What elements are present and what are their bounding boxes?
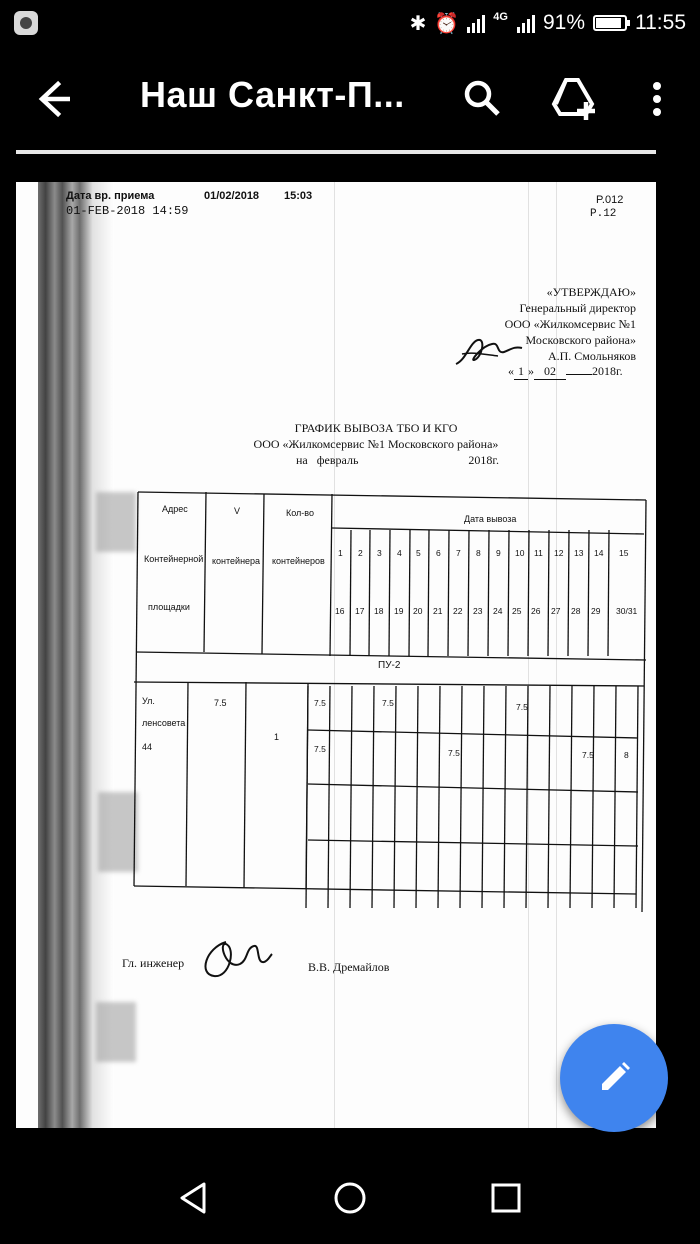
table-rule [642, 500, 646, 912]
fax-received-time: 15:03 [284, 190, 313, 202]
app-bar [0, 46, 700, 152]
approval-line: ООО «Жилкомсервис №1 [504, 317, 636, 331]
day-number: 1 [338, 548, 343, 558]
day-number: 26 [531, 606, 541, 616]
table-rule [592, 686, 594, 908]
day-number: 18 [374, 606, 384, 616]
day-number: 17 [355, 606, 365, 616]
section-label: ПУ-2 [378, 660, 401, 671]
day-number: 30/31 [616, 606, 638, 616]
day-number: 7 [456, 548, 461, 558]
title-line: ГРАФИК ВЫВОЗА ТБО И КГО [294, 421, 458, 435]
table-rule [372, 686, 374, 908]
period-prefix: на [296, 453, 308, 467]
col-count-header: Кол-во [286, 508, 314, 518]
fax-received-label: Дата вр. приема [66, 190, 155, 202]
col-count-header-2: контейнеров [272, 556, 325, 566]
table-rule [136, 652, 646, 660]
table-rule [416, 686, 418, 908]
approval-day: 1 [514, 364, 528, 380]
battery-percent: 91% [542, 11, 585, 34]
bluetooth-icon: ✱ [409, 12, 427, 35]
pickup-value: 7.5 [382, 698, 394, 708]
approval-line: «УТВЕРЖДАЮ» [546, 285, 636, 299]
day-number: 22 [453, 606, 463, 616]
address-line-2: ленсовета [142, 718, 186, 728]
nav-recents-icon[interactable] [488, 1180, 524, 1216]
approval-line: Генеральный директор [519, 301, 636, 315]
table-rule [409, 530, 410, 656]
table-rule [482, 686, 484, 908]
pickup-value: 7.5 [448, 748, 460, 758]
pickup-value: 7.5 [314, 744, 326, 754]
approval-month: 02 [534, 364, 566, 380]
fax-sent-stamp: 01-FEB-2018 14:59 [66, 204, 189, 218]
day-number: 20 [413, 606, 423, 616]
table-rule [548, 686, 550, 908]
day-number: 15 [619, 548, 629, 558]
col-address-header-3: площадки [148, 602, 190, 612]
pickup-value: 8 [624, 750, 629, 760]
day-number: 11 [534, 548, 543, 558]
table-rule [488, 530, 489, 656]
day-number: 23 [473, 606, 483, 616]
approval-line: А.П. Смольняков [547, 349, 636, 363]
table-rule [328, 686, 330, 908]
table-rule [134, 682, 644, 686]
col-address-header: Адрес [162, 504, 188, 514]
table-rule [138, 492, 646, 500]
nav-back-icon[interactable] [176, 1180, 212, 1216]
table-rule [134, 886, 636, 894]
fax-received-date: 01/02/2018 [204, 190, 260, 202]
table-rule [636, 686, 638, 908]
battery-fill [596, 18, 621, 28]
table-rule [204, 492, 206, 652]
notification-app-icon [14, 11, 38, 35]
table-rule [608, 530, 609, 656]
pickup-value: 7.5 [314, 698, 326, 708]
day-number: 19 [394, 606, 404, 616]
period-year: 2018г. [468, 453, 499, 467]
period-month: февраль [316, 453, 359, 467]
table-rule [134, 492, 138, 886]
day-number: 12 [554, 548, 564, 558]
system-nav-bar [0, 1140, 700, 1244]
table-rule [504, 686, 506, 908]
table-rule [308, 784, 638, 792]
table-rule [438, 686, 440, 908]
signal-bars-icon-2 [517, 13, 535, 33]
pickup-value: 7.5 [582, 750, 594, 760]
day-number: 3 [377, 548, 382, 558]
fax-page-code-2: P.12 [590, 208, 617, 220]
table-rule [244, 682, 246, 888]
engineer-name: В.В. Дремайлов [308, 960, 390, 974]
day-number: 14 [594, 548, 604, 558]
app-bar-divider [16, 150, 656, 154]
engineer-position: Гл. инженер [122, 956, 185, 970]
day-number: 29 [591, 606, 601, 616]
drive-add-icon[interactable] [548, 72, 602, 126]
document-title: Наш Санкт-П... [140, 74, 405, 115]
table-rule [614, 686, 616, 908]
alarm-clock-icon: ⏰ [434, 12, 460, 35]
table-rule [548, 530, 549, 656]
fax-page-code: P.012 [596, 194, 624, 206]
table-rule [186, 682, 188, 886]
network-type-label: 4G [493, 11, 508, 23]
schedule-table-grid [16, 182, 656, 1128]
table-rule [508, 530, 509, 656]
table-rule [389, 530, 390, 656]
table-rule [570, 686, 572, 908]
table-rule [568, 530, 569, 656]
count-value: 1 [274, 732, 280, 742]
day-number: 5 [416, 548, 421, 558]
status-indicators [410, 8, 686, 38]
day-number: 21 [433, 606, 443, 616]
table-rule [308, 840, 638, 846]
day-number: 24 [493, 606, 503, 616]
table-rule [350, 530, 351, 656]
table-rule [528, 530, 529, 656]
battery-icon [593, 15, 627, 31]
table-rule [330, 494, 332, 656]
back-arrow-icon[interactable] [24, 72, 84, 126]
edit-fab-button[interactable] [560, 1024, 668, 1132]
table-rule [308, 730, 638, 738]
day-number: 28 [571, 606, 581, 616]
table-rule [588, 530, 589, 656]
col-dates-header: Дата вывоза [464, 514, 517, 524]
table-rule [350, 686, 352, 908]
day-number: 10 [515, 548, 525, 558]
search-icon[interactable] [456, 72, 510, 126]
col-address-header-2: Контейнерной [144, 554, 204, 564]
approval-line: Московского района» [525, 333, 636, 347]
table-rule [332, 528, 644, 534]
address-line-1: Ул. [142, 696, 155, 706]
day-number: 13 [574, 548, 584, 558]
table-rule [394, 686, 396, 908]
signal-bars-icon [467, 13, 485, 33]
pickup-value: 7.5 [516, 702, 528, 712]
volume-value: 7.5 [214, 698, 227, 708]
col-volume-header-2: контейнера [212, 556, 261, 566]
day-number: 25 [512, 606, 522, 616]
approval-year: 2018г. [592, 364, 623, 378]
nav-home-icon[interactable] [332, 1180, 368, 1216]
table-rule [448, 530, 449, 656]
day-number: 27 [551, 606, 561, 616]
clock: 11:55 [635, 11, 686, 34]
date-quote-close: » [528, 364, 534, 378]
scanned-document-page[interactable] [16, 182, 656, 1128]
date-quote-open: « [508, 364, 514, 378]
pencil-edit-icon [594, 1058, 634, 1098]
table-rule [460, 686, 462, 908]
day-number: 4 [397, 548, 402, 558]
table-rule [369, 530, 370, 656]
engineer-signature [196, 934, 276, 984]
table-rule [428, 530, 429, 656]
title-line: ООО «Жилкомсервис №1 Московского района» [253, 437, 499, 451]
day-number: 2 [358, 548, 363, 558]
table-rule [526, 686, 528, 908]
address-line-3: 44 [142, 742, 153, 752]
day-number: 9 [496, 548, 501, 558]
col-volume-header: V [234, 506, 241, 516]
status-bar [0, 0, 700, 46]
day-number: 16 [335, 606, 345, 616]
table-rule [468, 530, 469, 656]
day-number: 8 [476, 548, 481, 558]
table-rule [262, 494, 264, 654]
day-number: 6 [436, 548, 441, 558]
more-vert-icon[interactable] [636, 72, 678, 126]
